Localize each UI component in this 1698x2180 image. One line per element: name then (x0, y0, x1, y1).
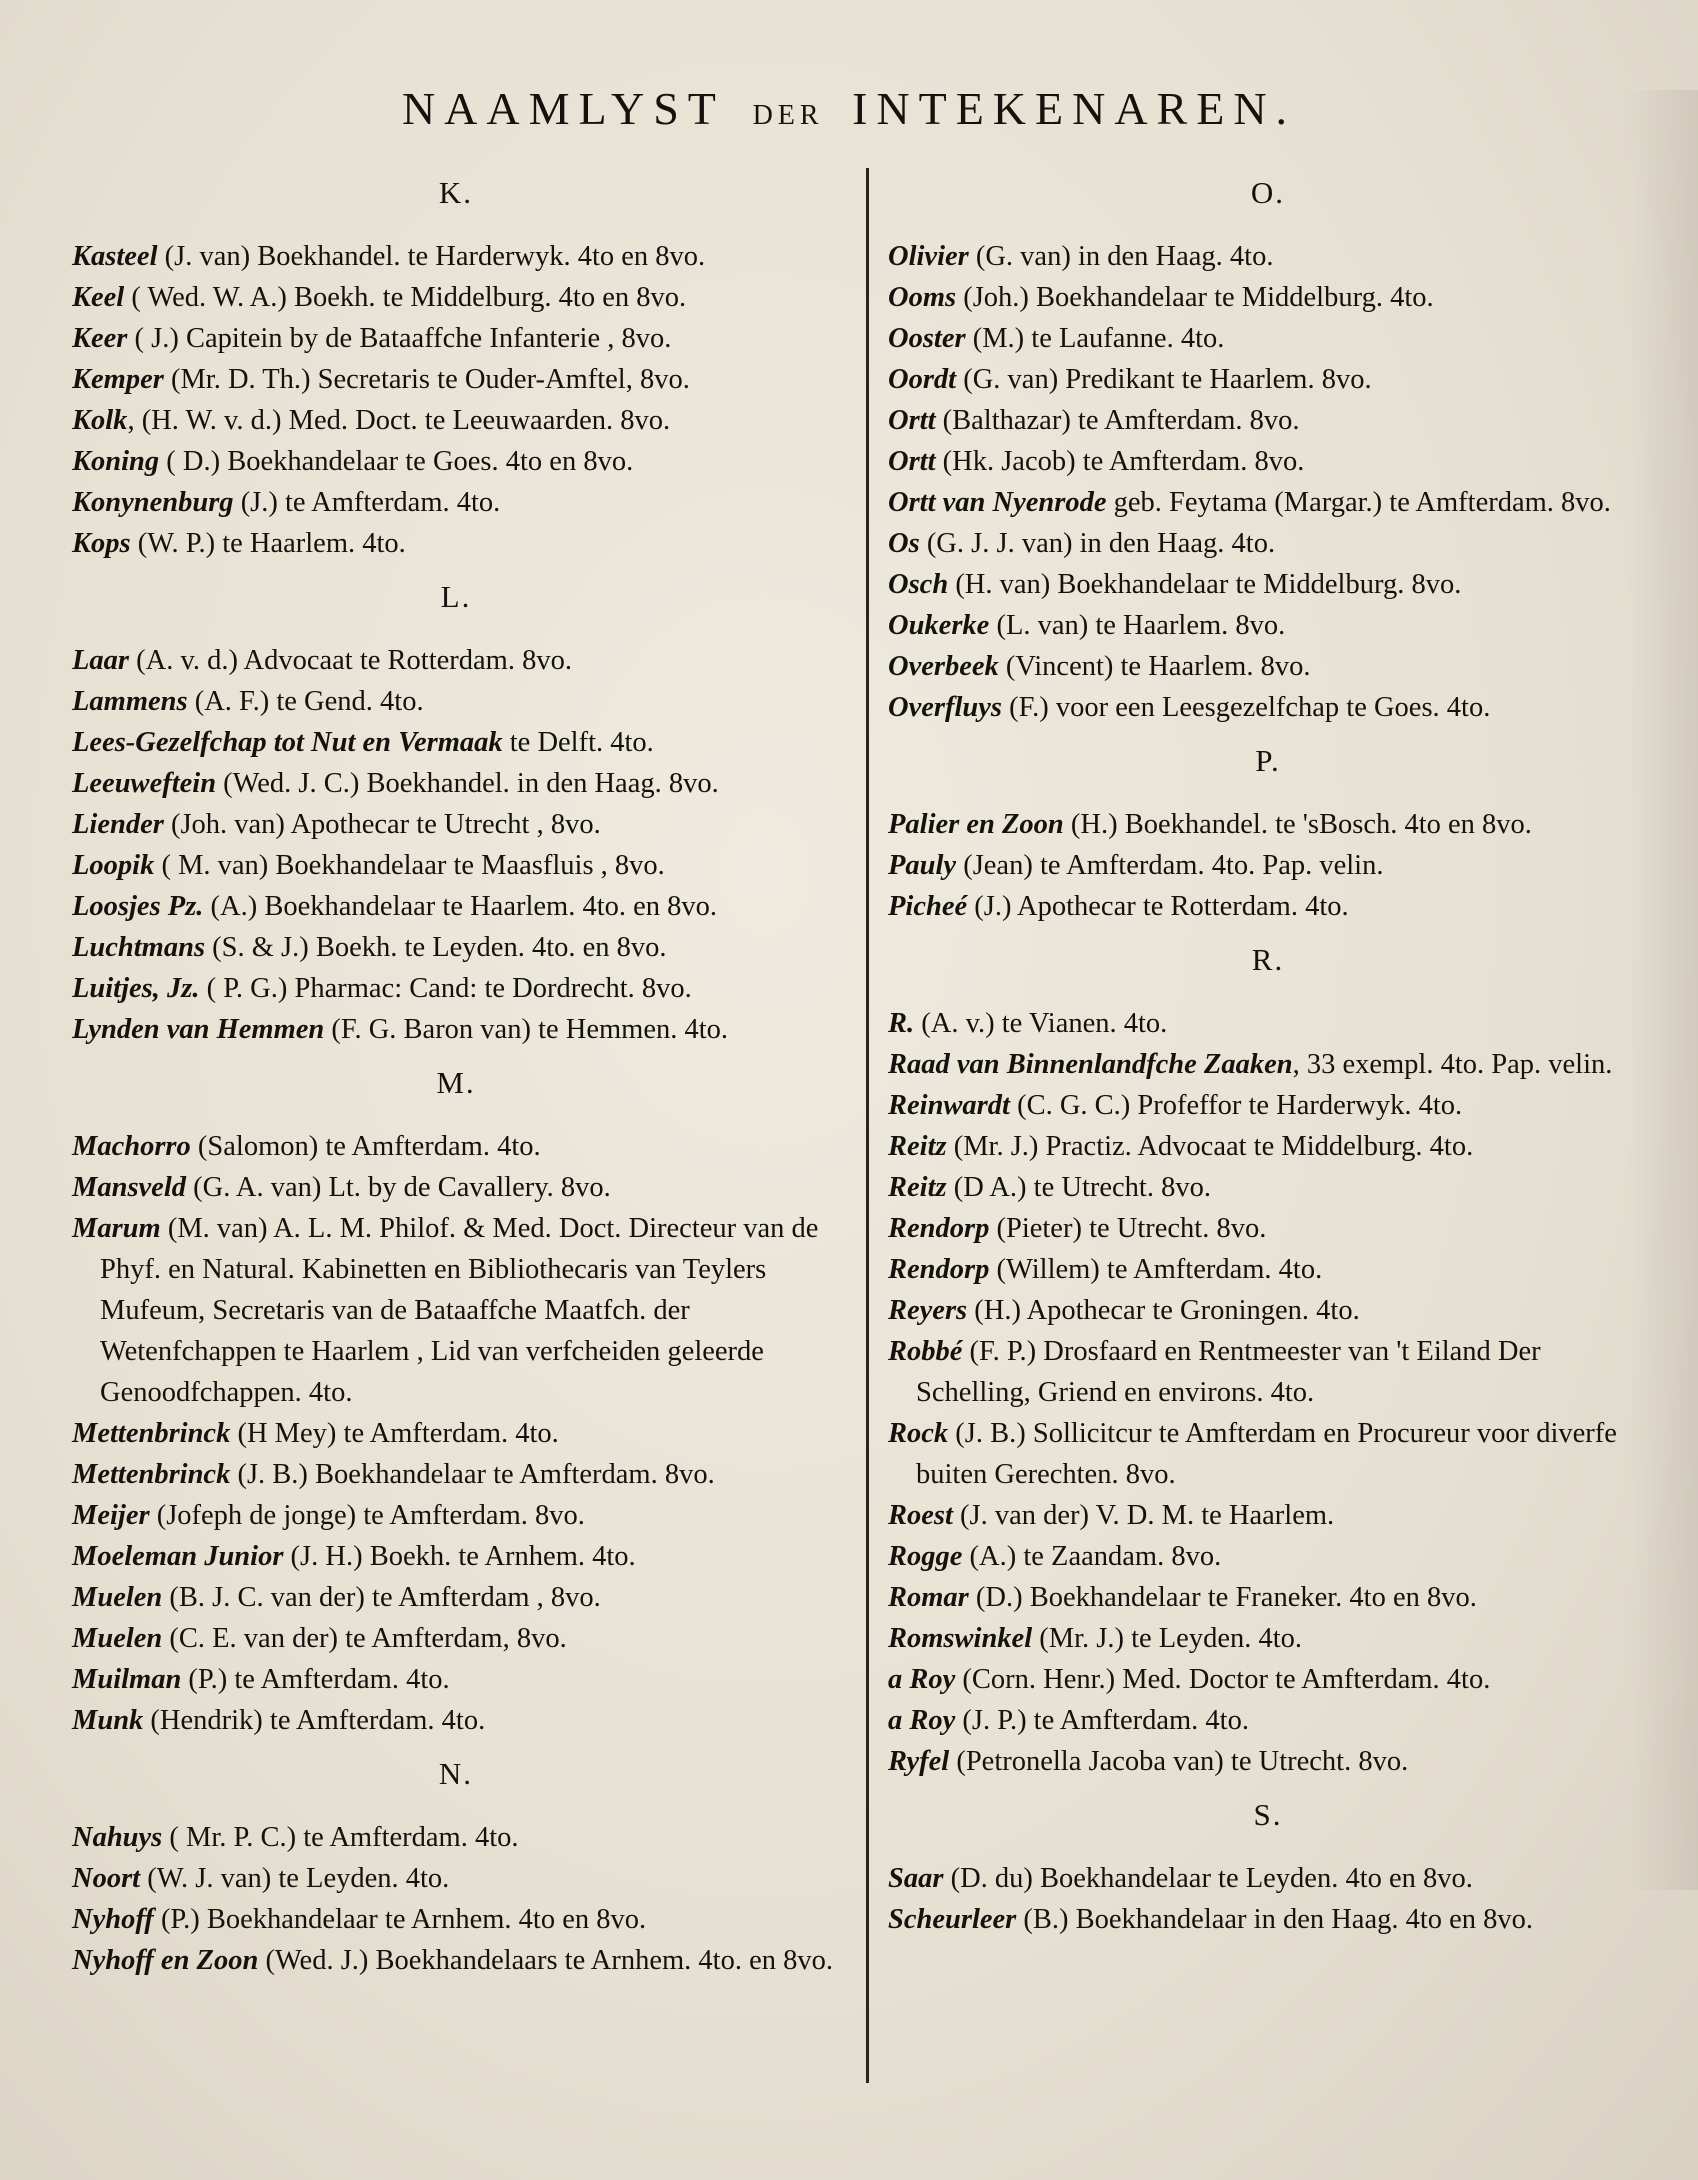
subscriber-name: Romswinkel (888, 1623, 1033, 1654)
subscriber-details: (Mr. J.) Practiz. Advocaat te Middelburg. 4to. (946, 1131, 1474, 1162)
subscriber-entry (888, 605, 1648, 646)
subscriber-entry (888, 1003, 1648, 1044)
subscriber-entry (72, 277, 840, 318)
subscriber-details: (Mr. J.) te Leyden. 4to. (1032, 1623, 1303, 1654)
subscriber-entry (888, 441, 1648, 482)
subscriber-name: Nahuys (72, 1822, 163, 1853)
subscriber-entry (888, 1858, 1648, 1899)
subscriber-entry (888, 886, 1648, 927)
subscriber-name: Ooms (888, 282, 957, 313)
subscriber-details: (G. A. van) Lt. by de Cavallery. 8vo. (186, 1172, 611, 1203)
subscriber-details: (G. van) Predikant te Haarlem. 8vo. (956, 364, 1372, 395)
subscriber-name: Luitjes, Jz. (72, 973, 200, 1004)
subscriber-entry (72, 1126, 840, 1167)
section-heading: N. (438, 1756, 474, 1791)
subscriber-details: (J. P.) te Amfterdam. 4to. (955, 1705, 1249, 1736)
subscriber-details: (Joh.) Boekhandelaar te Middelburg. 4to. (956, 282, 1434, 313)
subscriber-details: (F. P.) Drosfaard en Rentmeester van 't Eiland Der Schelling, Griend en environs. 4to. (916, 1336, 1548, 1408)
subscriber-name: Scheurleer (888, 1904, 1017, 1935)
subscriber-name: Reitz (888, 1172, 947, 1203)
subscriber-entry (888, 236, 1648, 277)
section-heading: M. (436, 1065, 476, 1100)
subscriber-name: Keer (72, 323, 128, 354)
subscriber-name: Picheé (888, 891, 968, 922)
subscriber-entry (72, 1659, 840, 1700)
subscriber-name: Ooster (888, 323, 966, 354)
subscriber-details: (Willem) te Amfterdam. 4to. (989, 1254, 1323, 1285)
subscriber-name: Leeuweftein (72, 768, 217, 799)
subscriber-entry (888, 1495, 1648, 1536)
subscriber-details: (Wed. J. C.) Boekhandel. in den Haag. 8vo. (216, 768, 719, 799)
subscriber-details: (D. du) Boekhandelaar te Leyden. 4to en 8vo. (943, 1863, 1473, 1894)
subscriber-entry (72, 523, 840, 564)
section-heading: K. (438, 175, 474, 210)
subscriber-details: (A. F.) te Gend. 4to. (187, 686, 424, 717)
subscriber-details: (F.) voor een Leesgezelfchap te Goes. 4to. (1001, 692, 1491, 723)
subscriber-name: Robbé (888, 1336, 963, 1367)
subscriber-name: Laar (72, 645, 129, 676)
subscriber-details: (J. H.) Boekh. te Arnhem. 4to. (283, 1541, 636, 1572)
subscriber-entry (72, 1577, 840, 1618)
subscriber-entry (888, 1044, 1648, 1085)
subscriber-details: (J. B.) Sollicitcur te Amfterdam en Procureur voor diverfe buiten Gerechten. 8vo. (916, 1418, 1625, 1490)
subscriber-entry (888, 1659, 1648, 1700)
subscriber-details: (Petronella Jacoba van) te Utrecht. 8vo. (949, 1746, 1409, 1777)
subscriber-name: Luchtmans (72, 932, 206, 963)
subscriber-name: Lynden van Hemmen (72, 1014, 325, 1045)
subscriber-details: (B. J. C. van der) te Amfterdam , 8vo. (162, 1582, 601, 1613)
right-column (888, 160, 1648, 1940)
subscriber-name: Meijer (72, 1500, 150, 1531)
subscriber-name: Liender (72, 809, 164, 840)
subscriber-entry (72, 236, 840, 277)
subscriber-details: (A.) Boekhandelaar te Haarlem. 4to. en 8vo. (203, 891, 718, 922)
subscriber-details: (P.) te Amfterdam. 4to. (181, 1664, 450, 1695)
subscriber-name: Noort (72, 1863, 141, 1894)
subscriber-entry (72, 845, 840, 886)
subscriber-name: Overbeek (888, 651, 999, 682)
subscriber-details: ( Mr. P. C.) te Amfterdam. 4to. (162, 1822, 519, 1853)
subscriber-entry (72, 1208, 840, 1413)
subscriber-details: (Vincent) te Haarlem. 8vo. (998, 651, 1311, 682)
subscriber-name: Romar (888, 1582, 969, 1613)
subscriber-name: Mettenbrinck (72, 1418, 231, 1449)
subscriber-name: Moeleman Junior (72, 1541, 284, 1572)
subscriber-details: (H. van) Boekhandelaar te Middelburg. 8vo. (948, 569, 1462, 600)
subscriber-details: (A.) te Zaandam. 8vo. (962, 1541, 1222, 1572)
subscriber-name: Lammens (72, 686, 188, 717)
subscriber-details: (A. v. d.) Advocaat te Rotterdam. 8vo. (129, 645, 572, 676)
subscriber-entry (888, 646, 1648, 687)
page-title (0, 82, 1698, 135)
subscriber-details: (M.) te Laufanne. 4to. (965, 323, 1225, 354)
subscriber-entry (72, 1495, 840, 1536)
subscriber-entry (888, 804, 1648, 845)
subscriber-entry (888, 359, 1648, 400)
subscriber-name: Marum (72, 1213, 161, 1244)
subscriber-entry (72, 1940, 840, 1981)
subscriber-name: Machorro (72, 1131, 191, 1162)
subscriber-name: Konynenburg (72, 487, 234, 518)
subscriber-entry (888, 1290, 1648, 1331)
subscriber-entry (72, 1700, 840, 1741)
subscriber-name: Reyers (888, 1295, 968, 1326)
subscriber-name: Munk (72, 1705, 144, 1736)
subscriber-name: Nyhoff en Zoon (72, 1945, 259, 1976)
subscriber-entry (888, 1413, 1648, 1495)
subscriber-details: ( J.) Capitein by de Bataaffche Infanterie , 8vo. (127, 323, 672, 354)
subscriber-name: Ortt (888, 446, 936, 477)
subscriber-details: (Pieter) te Utrecht. 8vo. (989, 1213, 1267, 1244)
subscriber-details: (G. van) in den Haag. 4to. (968, 241, 1274, 272)
section-heading: R. (1251, 942, 1285, 977)
subscriber-details: (Joh. van) Apothecar te Utrecht , 8vo. (163, 809, 601, 840)
subscriber-name: Muilman (72, 1664, 182, 1695)
subscriber-details: (Wed. J.) Boekhandelaars te Arnhem. 4to. en 8vo. (258, 1945, 833, 1976)
subscriber-entry (72, 318, 840, 359)
subscriber-details: (J. van der) V. D. M. te Haarlem. (952, 1500, 1335, 1531)
subscriber-entry (888, 564, 1648, 605)
subscriber-details: ( Wed. W. A.) Boekh. te Middelburg. 4to en 8vo. (124, 282, 687, 313)
subscriber-entry (888, 482, 1648, 523)
subscriber-name: Olivier (888, 241, 969, 272)
subscriber-details: (D.) Boekhandelaar te Franeker. 4to en 8vo. (968, 1582, 1477, 1613)
subscriber-details: (Hk. Jacob) te Amfterdam. 8vo. (935, 446, 1305, 477)
subscriber-name: Overfluys (888, 692, 1002, 723)
subscriber-name: Rendorp (888, 1254, 990, 1285)
subscriber-details: (Salomon) te Amfterdam. 4to. (190, 1131, 541, 1162)
subscriber-details: , 33 exempl. 4to. Pap. velin. (1292, 1049, 1613, 1080)
subscriber-name: Nyhoff (72, 1904, 154, 1935)
subscriber-details: (M. van) A. L. M. Philof. & Med. Doct. Directeur van de Phyf. en Natural. Kabinetten en Bibliothecaris van Teylers Mufeum, Secretaris van de Bataaffche Maatfch. der Wetenfchappen te Haarlem , Lid van verfcheiden geleerde Genoodfchappen. 4to. (100, 1213, 826, 1408)
subscriber-entry (888, 687, 1648, 728)
subscriber-name: Koning (72, 446, 160, 477)
subscriber-entry (888, 1700, 1648, 1741)
subscriber-details: (H.) Apothecar te Groningen. 4to. (967, 1295, 1360, 1326)
subscriber-entry (72, 1167, 840, 1208)
subscriber-name: Oukerke (888, 610, 990, 641)
subscriber-entry (888, 845, 1648, 886)
column-divider (866, 168, 869, 2083)
subscriber-details: geb. Feytama (Margar.) te Amfterdam. 8vo. (1106, 487, 1611, 518)
subscriber-entry (888, 277, 1648, 318)
subscriber-entry (888, 523, 1648, 564)
subscriber-name: Kemper (72, 364, 164, 395)
title-part-2: DER (752, 100, 824, 131)
subscriber-entry (888, 1208, 1648, 1249)
subscriber-entry (72, 359, 840, 400)
subscriber-details: ( P. G.) Pharmac: Cand: te Dordrecht. 8vo. (199, 973, 692, 1004)
subscriber-details: (C. E. van der) te Amfterdam, 8vo. (162, 1623, 567, 1654)
subscriber-details: (Corn. Henr.) Med. Doctor te Amfterdam. 4to. (955, 1664, 1491, 1695)
subscriber-entry (888, 400, 1648, 441)
subscriber-entry (72, 681, 840, 722)
section-heading: S. (1253, 1797, 1283, 1832)
subscriber-details: (Jofeph de jonge) te Amfterdam. 8vo. (149, 1500, 585, 1531)
subscriber-entry (72, 886, 840, 927)
subscriber-entry (888, 318, 1648, 359)
subscriber-entry (72, 968, 840, 1009)
subscriber-entry (72, 441, 840, 482)
subscriber-name: Mettenbrinck (72, 1459, 231, 1490)
subscriber-details: (W. J. van) te Leyden. 4to. (140, 1863, 450, 1894)
subscriber-entry (72, 722, 840, 763)
subscriber-details: (H.) Boekhandel. te 'sBosch. 4to en 8vo. (1063, 809, 1532, 840)
subscriber-entry (72, 1858, 840, 1899)
subscriber-entry (72, 1618, 840, 1659)
subscriber-details: (P.) Boekhandelaar te Arnhem. 4to en 8vo. (153, 1904, 647, 1935)
subscriber-entry (72, 1536, 840, 1577)
subscriber-entry (72, 640, 840, 681)
subscriber-name: Kops (72, 528, 131, 559)
subscriber-name: Loosjes Pz. (72, 891, 204, 922)
subscriber-name: Kasteel (72, 241, 158, 272)
subscriber-name: Lees-Gezelfchap tot Nut en Vermaak (72, 727, 503, 758)
subscriber-name: Reinwardt (888, 1090, 1010, 1121)
subscriber-details: (S. & J.) Boekh. te Leyden. 4to. en 8vo. (205, 932, 667, 963)
subscriber-details: ( D.) Boekhandelaar te Goes. 4to en 8vo. (159, 446, 634, 477)
subscriber-entry (72, 482, 840, 523)
subscriber-entry (888, 1536, 1648, 1577)
left-column (72, 160, 840, 1981)
subscriber-entry (72, 804, 840, 845)
subscriber-name: Os (888, 528, 920, 559)
section-heading: O. (1250, 175, 1286, 210)
subscriber-details: (Mr. D. Th.) Secretaris te Ouder-Amftel, 8vo. (163, 364, 690, 395)
subscriber-name: Pauly (888, 850, 957, 881)
subscriber-entry (888, 1249, 1648, 1290)
subscriber-name: Muelen (72, 1623, 163, 1654)
subscriber-name: Raad van Binnenlandfche Zaaken (888, 1049, 1293, 1080)
subscriber-entry (888, 1085, 1648, 1126)
subscriber-details: , (H. W. v. d.) Med. Doct. te Leeuwaarden. 8vo. (127, 405, 671, 436)
subscriber-name: Ryfel (888, 1746, 950, 1777)
subscriber-details: (J. B.) Boekhandelaar te Amfterdam. 8vo. (230, 1459, 715, 1490)
subscriber-details: (A. v.) te Vianen. 4to. (914, 1008, 1168, 1039)
subscriber-details: (J.) Apothecar te Rotterdam. 4to. (967, 891, 1349, 922)
subscriber-details: (J. van) Boekhandel. te Harderwyk. 4to en 8vo. (157, 241, 706, 272)
subscriber-entry (72, 1454, 840, 1495)
subscriber-name: R. (888, 1008, 915, 1039)
section-heading: L. (440, 579, 472, 614)
subscriber-name: Oordt (888, 364, 957, 395)
subscriber-details: (D A.) te Utrecht. 8vo. (946, 1172, 1211, 1203)
subscriber-entry (72, 1009, 840, 1050)
subscriber-name: Rendorp (888, 1213, 990, 1244)
subscriber-details: (Balthazar) te Amfterdam. 8vo. (935, 405, 1300, 436)
subscriber-details: (L. van) te Haarlem. 8vo. (989, 610, 1286, 641)
subscriber-entry (72, 1899, 840, 1940)
subscriber-entry (888, 1167, 1648, 1208)
subscriber-name: Muelen (72, 1582, 163, 1613)
subscriber-name: Saar (888, 1863, 944, 1894)
subscriber-details: (F. G. Baron van) te Hemmen. 4to. (324, 1014, 729, 1045)
subscriber-details: (G. J. J. van) in den Haag. 4to. (919, 528, 1276, 559)
subscriber-entry (888, 1899, 1648, 1940)
subscriber-entry (72, 763, 840, 804)
title-part-3: INTEKENAREN. (852, 83, 1297, 134)
subscriber-name: Keel (72, 282, 125, 313)
subscriber-details: (Jean) te Amfterdam. 4to. Pap. velin. (956, 850, 1384, 881)
subscriber-details: (Hendrik) te Amfterdam. 4to. (143, 1705, 486, 1736)
subscriber-entry (888, 1331, 1648, 1413)
subscriber-details: ( M. van) Boekhandelaar te Maasfluis , 8vo. (154, 850, 665, 881)
section-heading: P. (1255, 743, 1281, 778)
subscriber-name: Ortt (888, 405, 936, 436)
subscriber-name: Reitz (888, 1131, 947, 1162)
subscriber-details: te Delft. 4to. (502, 727, 654, 758)
subscriber-entry (888, 1741, 1648, 1782)
subscriber-entry (888, 1577, 1648, 1618)
subscriber-name: Osch (888, 569, 949, 600)
subscriber-details: (W. P.) te Haarlem. 4to. (130, 528, 406, 559)
subscriber-name: a Roy (888, 1664, 956, 1695)
subscriber-entry (888, 1126, 1648, 1167)
subscriber-name: Mansveld (72, 1172, 186, 1203)
subscriber-name: Loopik (72, 850, 155, 881)
subscriber-entry (72, 927, 840, 968)
subscriber-name: Rock (888, 1418, 949, 1449)
subscriber-entry (72, 1817, 840, 1858)
subscriber-name: Roest (888, 1500, 953, 1531)
subscriber-name: Ortt van Nyenrode (888, 487, 1107, 518)
subscriber-entry (72, 400, 840, 441)
subscriber-name: a Roy (888, 1705, 956, 1736)
subscriber-name: Kolk (72, 405, 128, 436)
subscriber-name: Palier en Zoon (888, 809, 1064, 840)
subscriber-name: Rogge (888, 1541, 963, 1572)
subscriber-details: (H Mey) te Amfterdam. 4to. (230, 1418, 559, 1449)
subscriber-details: (J.) te Amfterdam. 4to. (233, 487, 501, 518)
subscriber-entry (72, 1413, 840, 1454)
subscriber-details: (B.) Boekhandelaar in den Haag. 4to en 8vo. (1016, 1904, 1534, 1935)
subscriber-entry (888, 1618, 1648, 1659)
title-part-1: NAAMLYST (401, 83, 725, 134)
subscriber-details: (C. G. C.) Profeffor te Harderwyk. 4to. (1009, 1090, 1463, 1121)
